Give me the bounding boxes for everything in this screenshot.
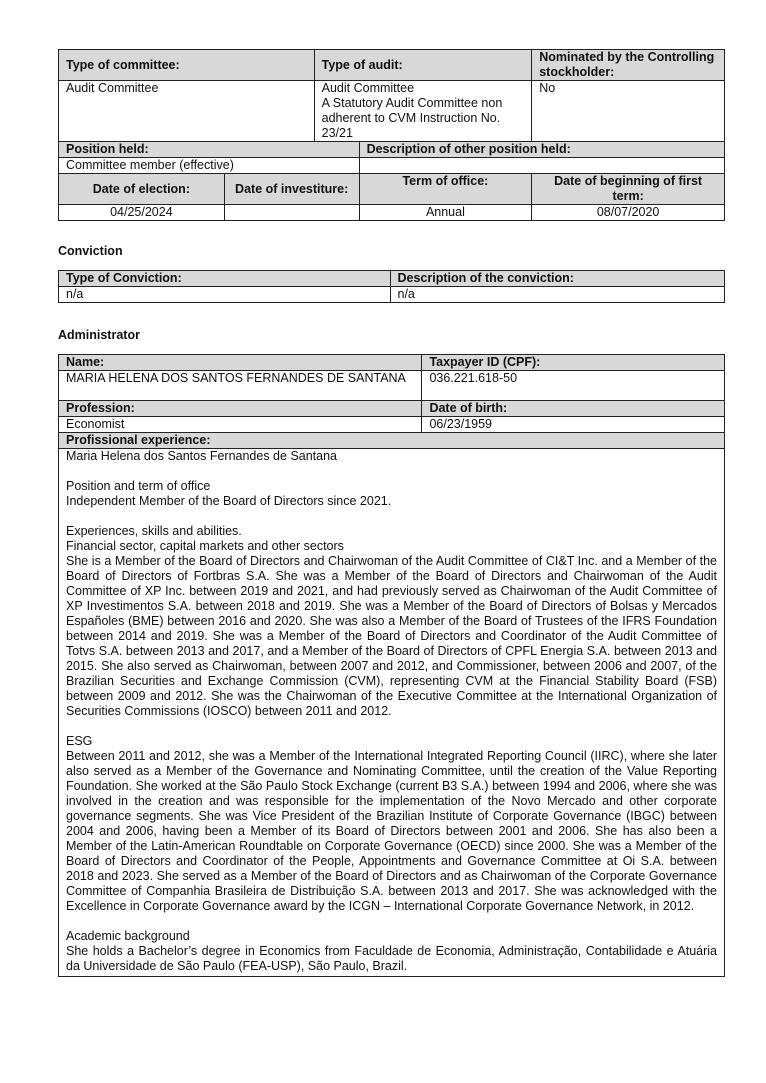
term-of-office-header: Term of office:: [359, 174, 532, 205]
cpf-value: 036.221.618-50: [422, 371, 725, 401]
position-held-value: Committee member (effective): [59, 158, 360, 174]
name-value: MARIA HELENA DOS SANTOS FERNANDES DE SANTANA: [59, 371, 422, 401]
esg-title: ESG: [66, 734, 93, 748]
type-of-audit-header: Type of audit:: [314, 50, 532, 81]
professional-experience-body: [59, 449, 725, 977]
academic-background-title: Academic background: [66, 929, 190, 943]
type-of-conviction-value: n/a: [59, 287, 391, 303]
type-of-committee-header: Type of committee:: [59, 50, 315, 81]
cpf-header: Taxpayer ID (CPF):: [422, 355, 725, 371]
experience-skills-body: She is a Member of the Board of Directors and Chairwoman of the Audit Committee of CI&T Inc. and a Member of the Board of Directors of Fortbras S.A. She was a Member of the Board of Directors and Chairwoman of the Audit Committee of XP Inc. between 2019 and 2021, and had previously served as Chairwoman of the Audit Committee of XP Investimentos S.A. between 2018 and 2019. She was a Member of the Board of Directors of Bolsas y Mercados Españoles (BME) between 2016 and 2020. She was also a Member of the Board of Trustees of the IFRS Foundation between 2014 and 2019. She was a Member of the Board of Directors and Coordinator of the Audit Committee of Totvs S.A. between 2013 and 2017, and a Member of the Board of Directors of CPFL Energia S.A. between 2013 and 2015. She also served as Chairwoman, between 2007 and 2012, and Commissioner, between 2006 and 2007, of the Brazilian Securities and Exchange Commission (CVM), representing CVM at the Financial Stability Board (FSB) between 2009 and 2012. She was the Chairwoman of the Executive Committee at the International Organization of Securities Commissions (IOSCO) between 2011 and 2012.: [66, 554, 717, 718]
date-of-birth-header: Date of birth:: [422, 401, 725, 417]
date-of-election-value: 04/25/2024: [59, 205, 225, 221]
date-of-election-header: Date of election:: [59, 174, 225, 205]
nominated-by-controlling-header: Nominated by the Controlling stockholder:: [532, 50, 725, 81]
type-of-audit-value-line2: A Statutory Audit Committee non adherent to CVM Instruction No. 23/21: [321, 96, 503, 140]
conviction-section-title: Conviction: [58, 244, 123, 258]
administrator-section-title: Administrator: [58, 328, 140, 342]
experience-skills-title: Experiences, skills and abilities.: [66, 524, 242, 538]
date-of-investiture-header: Date of investiture:: [224, 174, 359, 205]
position-term-title: Position and term of office: [66, 479, 211, 493]
profession-header: Profession:: [59, 401, 422, 417]
description-other-position-value: [359, 158, 724, 174]
type-of-committee-value: Audit Committee: [59, 81, 315, 142]
type-of-audit-value-line1: Audit Committee: [321, 81, 415, 95]
profession-value: Economist: [59, 417, 422, 433]
description-other-position-header: Description of other position held:: [359, 142, 724, 158]
administrator-table: [58, 354, 725, 977]
experience-full-name: Maria Helena dos Santos Fernandes de Santana: [66, 449, 338, 463]
date-of-birth-value: 06/23/1959: [422, 417, 725, 433]
date-of-investiture-value: [224, 205, 359, 221]
professional-experience-header: Profissional experience:: [59, 433, 725, 449]
position-term-body: Independent Member of the Board of Directors since 2021.: [66, 494, 392, 508]
committee-table: [58, 49, 725, 221]
type-of-audit-value: [314, 81, 532, 142]
conviction-table: [58, 270, 725, 303]
academic-background-body: She holds a Bachelor’s degree in Economics from Faculdade de Economia, Administração, Contabilidade e Atuária da Universidade de São Paulo (FEA-USP), São Paulo, Brazil.: [66, 944, 717, 973]
term-of-office-value: Annual: [359, 205, 532, 221]
date-first-term-value: 08/07/2020: [532, 205, 725, 221]
description-of-conviction-value: n/a: [390, 287, 725, 303]
experience-skills-subtitle: Financial sector, capital markets and other sectors: [66, 539, 344, 553]
esg-body: Between 2011 and 2012, she was a Member of the International Integrated Reporting Council (IIRC), where she later also served as a Member of the Governance and Nominating Committee, until the creation of the Value Reporting Foundation. She worked at the São Paulo Stock Exchange (current B3 S.A.) between 1994 and 2006, where she was involved in the creation and was responsible for the implementation of the Novo Mercado and other corporate governance segments. She was Vice President of the Brazilian Institute of Corporate Governance (IBGC) between 2004 and 2006, having been a Member of its Board of Directors between 2001 and 2006. She has also been a Member of the Latin-American Roundtable on Corporate Governance (OECD) since 2000. She was a Member of the Board of Directors and Coordinator of the People, Appointments and Governance Committee at Oi S.A. between 2018 and 2023. She served as a Member of the Board of Directors and as Chairwoman of the Corporate Governance Committee of Companhia Brasileira de Distribuição S.A. between 2013 and 2017. She was acknowledged with the Excellence in Corporate Governance award by the ICGN – International Corporate Governance Network, in 2012.: [66, 749, 717, 913]
nominated-by-controlling-value: No: [532, 81, 725, 142]
date-first-term-header: Date of beginning of first term:: [532, 174, 725, 205]
position-held-header: Position held:: [59, 142, 360, 158]
type-of-conviction-header: Type of Conviction:: [59, 271, 391, 287]
description-of-conviction-header: Description of the conviction:: [390, 271, 725, 287]
name-header: Name:: [59, 355, 422, 371]
